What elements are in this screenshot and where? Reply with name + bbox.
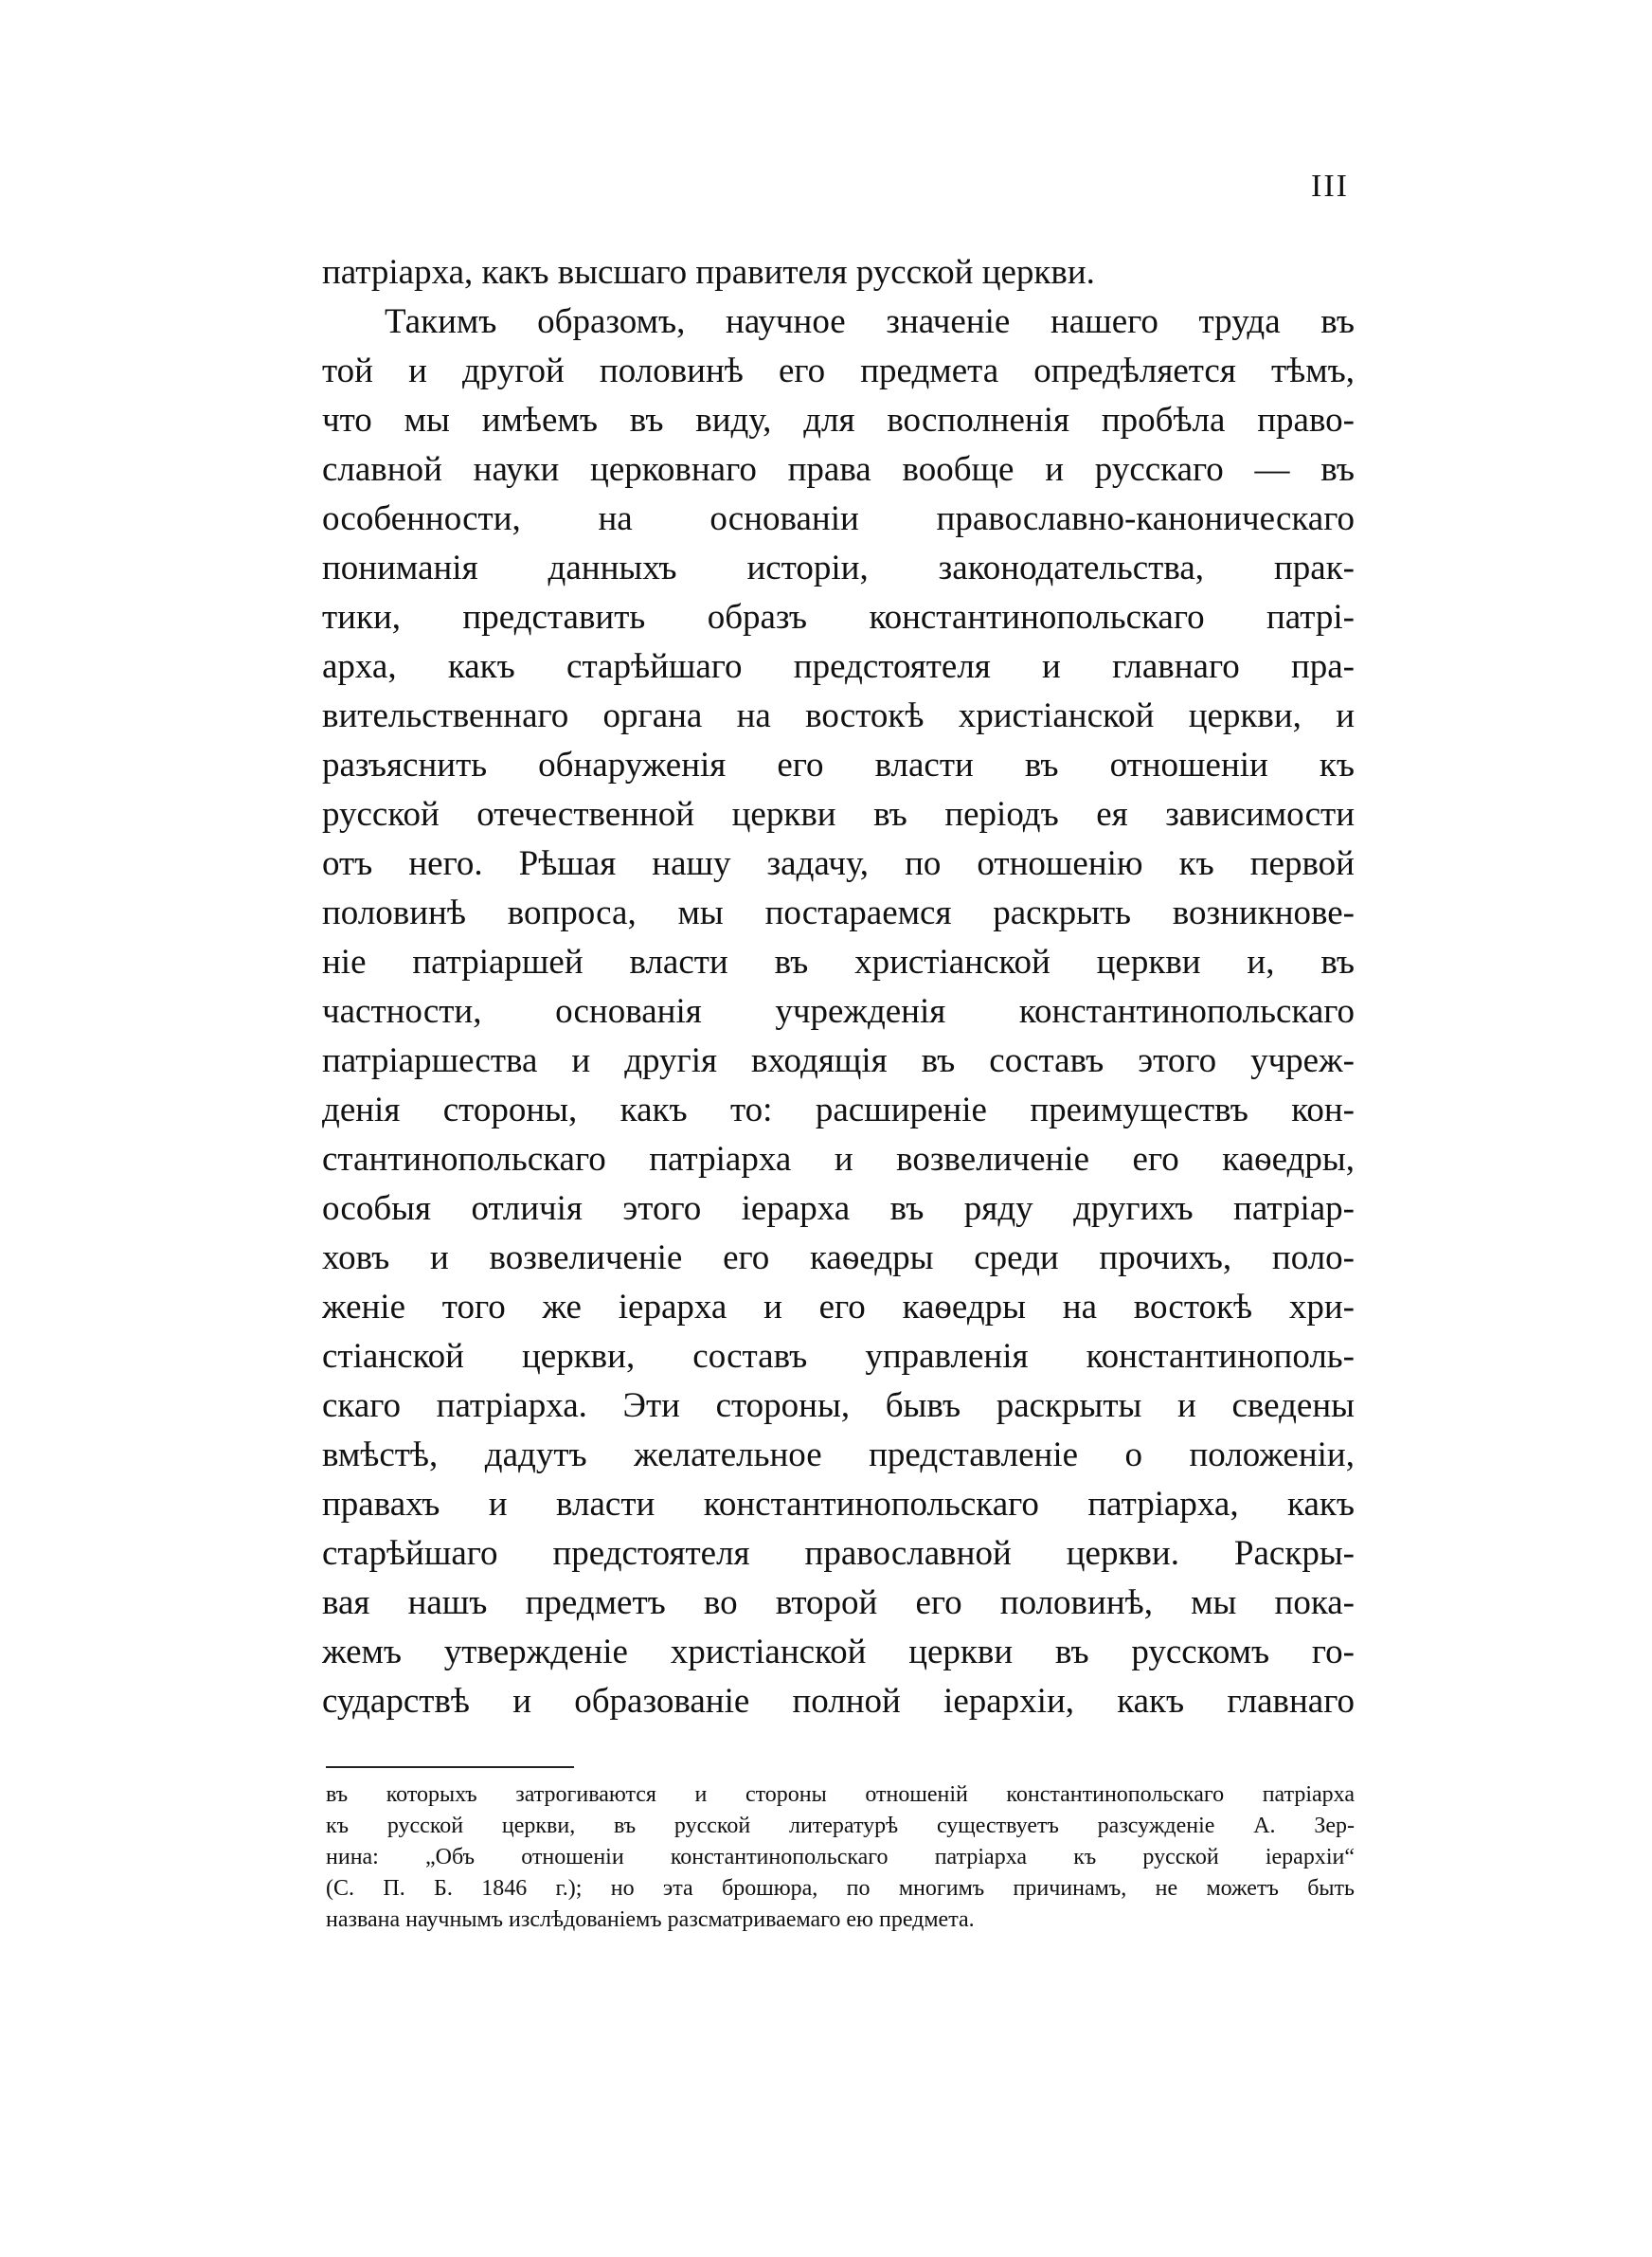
- text-line: пониманія данныхъ исторіи, законодательства, прак-: [322, 549, 1355, 587]
- page-number: III: [1311, 169, 1349, 204]
- text-line: сударствѣ и образованіе полной іерархіи, какъ главнаго: [322, 1682, 1355, 1721]
- text-line: что мы имѣемъ въ виду, для восполненія пробѣла право-: [322, 401, 1355, 440]
- text-line: тики, представить образъ константинопольскаго патрі-: [322, 598, 1355, 637]
- text-line: жемъ утвержденіе христіанской церкви въ русскомъ го-: [322, 1633, 1355, 1671]
- main-text: [322, 248, 1355, 1726]
- text-line: арха, какъ старѣйшаго предстоятеля и главнаго пра-: [322, 647, 1355, 686]
- footnote-line: къ русской церкви, въ русской литературѣ существуетъ разсужденіе А. Зер-: [326, 1814, 1355, 1838]
- text-line: денія стороны, какъ то: расширеніе преимуществъ кон-: [322, 1091, 1355, 1129]
- footnote-line: нина: „Объ отношеніи константинопольскаго патріарха къ русской іерархіи“: [326, 1845, 1355, 1869]
- text-line: Такимъ образомъ, научное значеніе нашего труда въ: [385, 302, 1355, 341]
- text-line: вительственнаго органа на востокѣ христіанской церкви, и: [322, 696, 1355, 735]
- text-line: той и другой половинѣ его предмета опредѣляется тѣмъ,: [322, 352, 1355, 390]
- text-line: вая нашъ предметъ во второй его половинѣ, мы пока-: [322, 1583, 1355, 1622]
- footnote-divider: [326, 1766, 574, 1768]
- text-line: старѣйшаго предстоятеля православной церкви. Раскры-: [322, 1534, 1355, 1573]
- footnote-line: (С. П. Б. 1846 г.); но эта брошюра, по многимъ причинамъ, не можетъ быть: [326, 1876, 1355, 1901]
- text-line: ніе патріаршей власти въ христіанской церкви и, въ: [322, 943, 1355, 982]
- text-line: правахъ и власти константинопольскаго патріарха, какъ: [322, 1485, 1355, 1524]
- footnote-line: въ которыхъ затрогиваются и стороны отношеній константинопольскаго патріарха: [326, 1782, 1355, 1807]
- text-line: вмѣстѣ, дадутъ желательное представленіе о положеніи,: [322, 1435, 1355, 1474]
- text-line: частности, основанія учрежденія константинопольскаго: [322, 992, 1355, 1031]
- text-line: ховъ и возвеличеніе его каѳедры среди прочихъ, поло-: [322, 1238, 1355, 1277]
- text-line: особыя отличія этого іерарха въ ряду другихъ патріар-: [322, 1189, 1355, 1228]
- footnote: [326, 1779, 1355, 1936]
- text-line: патріарха, какъ высшаго правителя русской церкви.: [322, 253, 1095, 292]
- footnote-line: названа научнымъ изслѣдованіемъ разсматриваемаго ею предмета.: [326, 1907, 975, 1932]
- text-line: женіе того же іерарха и его каѳедры на востокѣ хри-: [322, 1288, 1355, 1327]
- text-line: славной науки церковнаго права вообще и русскаго — въ: [322, 450, 1355, 489]
- text-line: патріаршества и другія входящія въ составъ этого учреж-: [322, 1041, 1355, 1080]
- text-line: особенности, на основаніи православно-каноническаго: [322, 499, 1355, 538]
- text-line: стантинопольскаго патріарха и возвеличеніе его каѳедры,: [322, 1140, 1355, 1179]
- text-line: разъяснить обнаруженія его власти въ отношеніи къ: [322, 746, 1355, 785]
- text-line: стіанской церкви, составъ управленія константинополь-: [322, 1337, 1355, 1376]
- text-line: скаго патріарха. Эти стороны, бывъ раскрыты и сведены: [322, 1386, 1355, 1425]
- text-line: русской отечественной церкви въ періодъ ея зависимости: [322, 795, 1355, 834]
- text-line: отъ него. Рѣшая нашу задачу, по отношенію къ первой: [322, 844, 1355, 883]
- text-line: половинѣ вопроса, мы постараемся раскрыть возникнове-: [322, 894, 1355, 932]
